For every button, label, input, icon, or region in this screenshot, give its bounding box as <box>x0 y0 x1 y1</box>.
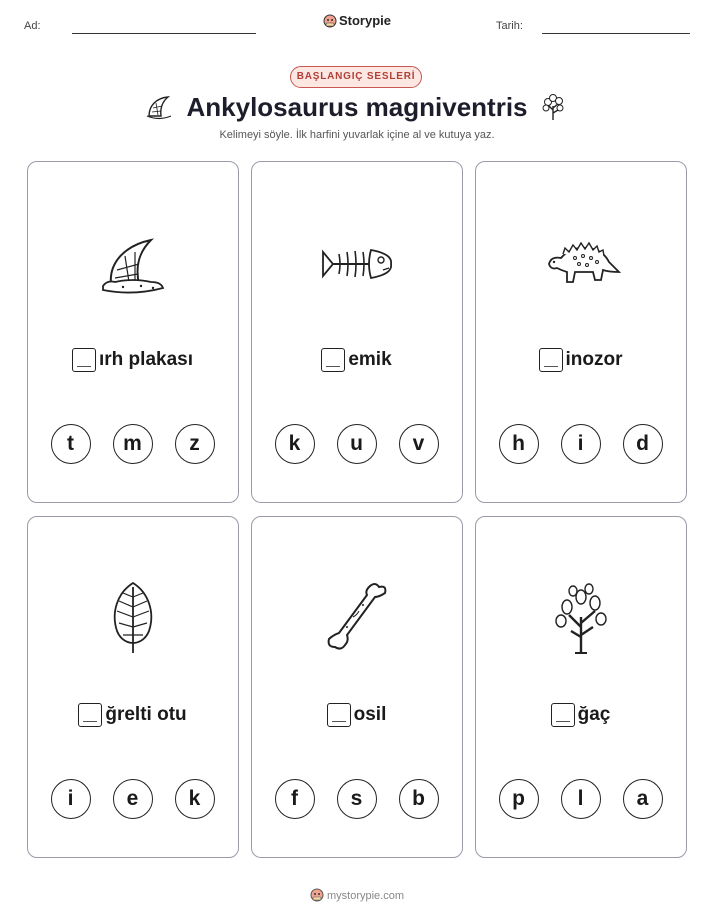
letter-choice[interactable]: u <box>337 424 377 464</box>
word-remainder: inozor <box>565 349 623 370</box>
letter-choice[interactable]: s <box>337 779 377 819</box>
fern-leaf-icon <box>93 577 173 657</box>
brand-name: Storypie <box>338 13 391 28</box>
instructions: Kelimeyi söyle. İlk harfini yuvarlak içine al ve kutuya yaz. <box>219 129 495 141</box>
word-remainder: osil <box>353 704 387 725</box>
letter-choice[interactable]: i <box>561 424 601 464</box>
answer-box[interactable] <box>78 703 102 727</box>
tree-icon <box>541 577 621 657</box>
footer <box>0 888 714 902</box>
letter-choice[interactable]: d <box>623 424 663 464</box>
tree-icon <box>538 92 568 122</box>
letter-choice[interactable]: v <box>399 424 439 464</box>
claw-icon <box>93 224 173 304</box>
name-label: Ad: <box>24 20 41 32</box>
letter-choice[interactable]: i <box>51 779 91 819</box>
choice-group <box>252 779 461 819</box>
choice-group <box>476 424 685 464</box>
word-remainder: ğrelti otu <box>105 704 187 725</box>
letter-choice[interactable]: f <box>275 779 315 819</box>
category-badge: BAŞLANGIÇ SESLERİ <box>290 66 422 88</box>
choice-group <box>28 779 237 819</box>
word-remainder: ğaç <box>577 704 611 725</box>
card-2 <box>251 161 463 503</box>
word-row <box>28 703 237 727</box>
letter-choice[interactable]: h <box>499 424 539 464</box>
word-row <box>252 703 461 727</box>
answer-box[interactable] <box>321 348 345 372</box>
card-3 <box>475 161 687 503</box>
choice-group <box>28 424 237 464</box>
answer-box[interactable] <box>72 348 96 372</box>
card-1 <box>27 161 239 503</box>
dinosaur-icon <box>541 224 621 304</box>
date-label: Tarih: <box>496 20 523 32</box>
letter-choice[interactable]: z <box>175 424 215 464</box>
name-line[interactable] <box>72 33 256 34</box>
letter-choice[interactable]: e <box>113 779 153 819</box>
answer-box[interactable] <box>539 348 563 372</box>
letter-choice[interactable]: k <box>275 424 315 464</box>
page-title: Ankylosaurus magniventris <box>186 92 528 122</box>
word-row <box>476 703 685 727</box>
word-row <box>476 348 685 372</box>
storypie-logo-icon <box>310 888 324 902</box>
fish-bone-icon <box>317 224 397 304</box>
letter-choice[interactable]: a <box>623 779 663 819</box>
word-remainder: emik <box>348 349 392 370</box>
card-6 <box>475 516 687 858</box>
bone-icon <box>317 577 397 657</box>
letter-choice[interactable]: t <box>51 424 91 464</box>
letter-choice[interactable]: p <box>499 779 539 819</box>
choice-group <box>476 779 685 819</box>
footer-url[interactable]: mystorypie.com <box>326 890 405 902</box>
choice-group <box>252 424 461 464</box>
date-line[interactable] <box>542 33 690 34</box>
brand <box>0 13 714 28</box>
word-row <box>252 348 461 372</box>
letter-choice[interactable]: m <box>113 424 153 464</box>
letter-choice[interactable]: k <box>175 779 215 819</box>
letter-choice[interactable]: l <box>561 779 601 819</box>
word-row <box>28 348 237 372</box>
answer-box[interactable] <box>327 703 351 727</box>
word-remainder: ırh plakası <box>99 349 193 370</box>
letter-choice[interactable]: b <box>399 779 439 819</box>
answer-box[interactable] <box>551 703 575 727</box>
card-5 <box>251 516 463 858</box>
storypie-logo-icon <box>323 14 337 28</box>
card-4 <box>27 516 239 858</box>
